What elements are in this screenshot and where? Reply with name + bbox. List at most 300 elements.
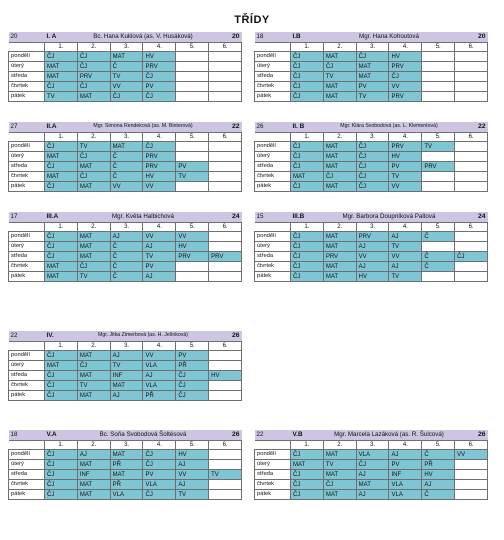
lesson-cell	[209, 262, 242, 272]
hour-number: 1.	[45, 223, 78, 232]
lesson-cell: ČJ	[45, 252, 78, 262]
lesson-cell: ČJ	[45, 242, 78, 252]
lesson-cell: Č	[422, 450, 455, 460]
day-row	[9, 391, 242, 401]
day-label: středa	[9, 252, 45, 262]
lesson-cell: HV	[176, 450, 209, 460]
lesson-cell	[209, 450, 242, 460]
class-teacher: Mgr. Barbora Doupníková Paltová	[323, 212, 454, 223]
hour-number: 5.	[176, 133, 209, 142]
class-timetable-4	[8, 331, 242, 401]
lesson-cell: VV	[455, 450, 488, 460]
lesson-cell: ČJ	[45, 232, 78, 242]
lesson-cell	[422, 62, 455, 72]
lesson-cell	[455, 470, 488, 480]
lesson-cell: TV	[389, 272, 422, 282]
lesson-cell: VV	[110, 82, 143, 92]
day-row	[255, 92, 488, 102]
day-row	[9, 272, 242, 282]
hour-number: 2.	[323, 43, 356, 52]
hours-row	[9, 441, 242, 450]
lesson-cell: VV	[143, 351, 176, 361]
day-label: pátek	[9, 182, 45, 192]
lesson-cell: MAT	[323, 232, 356, 242]
lesson-cell: PŘ	[176, 361, 209, 371]
lesson-cell: AJ	[389, 232, 422, 242]
lesson-cell: ČJ	[77, 62, 110, 72]
day-label: úterý	[255, 62, 291, 72]
day-row	[9, 460, 242, 470]
day-label: úterý	[9, 361, 45, 371]
lesson-cell	[422, 182, 455, 192]
lesson-cell	[455, 182, 488, 192]
lesson-cell	[209, 361, 242, 371]
lesson-cell: VLA	[356, 450, 389, 460]
day-row	[9, 490, 242, 500]
lesson-cell: ČJ	[291, 480, 324, 490]
lesson-cell: HV	[356, 272, 389, 282]
class-name: I.B	[291, 32, 324, 43]
lesson-cell: MAT	[110, 381, 143, 391]
lesson-cell: AJ	[389, 450, 422, 460]
lesson-cell	[455, 172, 488, 182]
hour-number: 6.	[455, 133, 488, 142]
lesson-cell	[209, 52, 242, 62]
lesson-cell: MAT	[77, 182, 110, 192]
lesson-cell	[176, 182, 209, 192]
class-name: V.A	[45, 430, 78, 441]
lesson-cell: ČJ	[45, 52, 78, 62]
lesson-cell: VV	[143, 232, 176, 242]
lesson-cell: AJ	[110, 391, 143, 401]
day-label: pondělí	[255, 450, 291, 460]
lesson-cell	[176, 272, 209, 282]
lesson-cell: MAT	[110, 52, 143, 62]
lesson-cell	[209, 82, 242, 92]
lesson-cell: PRV	[143, 152, 176, 162]
room-number: 18	[255, 32, 291, 43]
day-label: úterý	[255, 242, 291, 252]
lesson-cell: PRV	[143, 62, 176, 72]
lesson-cell: ČJ	[291, 162, 324, 172]
lesson-cell: ČJ	[45, 470, 78, 480]
lesson-cell: MAT	[356, 480, 389, 490]
pupil-count: 24	[455, 212, 488, 223]
day-row	[255, 450, 488, 460]
class-header	[9, 212, 242, 223]
lesson-cell: ČJ	[291, 450, 324, 460]
lesson-cell: ČJ	[45, 351, 78, 361]
lesson-cell	[422, 82, 455, 92]
lesson-cell: PV	[143, 262, 176, 272]
day-label: středa	[9, 470, 45, 480]
day-row	[255, 152, 488, 162]
lesson-cell: ČJ	[291, 242, 324, 252]
lesson-cell: HV	[389, 152, 422, 162]
lesson-cell: TV	[209, 470, 242, 480]
lesson-cell: ČJ	[356, 172, 389, 182]
lesson-cell	[176, 92, 209, 102]
lesson-cell	[209, 272, 242, 282]
class-header	[9, 32, 242, 43]
lesson-cell: ČJ	[291, 142, 324, 152]
class-name: III.A	[45, 212, 78, 223]
lesson-cell: Č	[110, 262, 143, 272]
class-timetable-3b	[254, 212, 488, 282]
hour-number: 1.	[291, 43, 324, 52]
lesson-cell: ČJ	[45, 82, 78, 92]
lesson-cell: ČJ	[143, 142, 176, 152]
day-label: středa	[9, 371, 45, 381]
lesson-cell: ČJ	[77, 52, 110, 62]
class-timetable-5a	[8, 430, 242, 500]
hour-number: 6.	[209, 133, 242, 142]
day-row	[9, 480, 242, 490]
hour-number: 3.	[110, 223, 143, 232]
hour-number: 4.	[143, 133, 176, 142]
hour-number: 1.	[291, 441, 324, 450]
hour-number: 4.	[143, 43, 176, 52]
room-number: 22	[9, 331, 45, 342]
pupil-count: 26	[455, 430, 488, 441]
lesson-cell	[455, 152, 488, 162]
day-label: čtvrtek	[9, 172, 45, 182]
lesson-cell: ČJ	[291, 262, 324, 272]
lesson-cell: INF	[110, 371, 143, 381]
hour-number: 4.	[389, 133, 422, 142]
lesson-cell	[209, 182, 242, 192]
lesson-cell	[422, 152, 455, 162]
lesson-cell: TV	[422, 142, 455, 152]
lesson-cell: MAT	[77, 371, 110, 381]
day-row	[9, 232, 242, 242]
day-row	[9, 172, 242, 182]
lesson-cell: VV	[176, 470, 209, 480]
lesson-cell	[176, 72, 209, 82]
lesson-cell: TV	[389, 172, 422, 182]
day-row	[255, 490, 488, 500]
lesson-cell: TV	[110, 72, 143, 82]
lesson-cell: AJ	[356, 262, 389, 272]
hour-number: 6.	[209, 223, 242, 232]
lesson-cell: ČJ	[455, 252, 488, 262]
day-label: pátek	[9, 92, 45, 102]
room-number: 22	[255, 430, 291, 441]
lesson-cell: ČJ	[291, 62, 324, 72]
lesson-cell: VV	[143, 182, 176, 192]
hour-number: 5.	[176, 43, 209, 52]
lesson-cell: VLA	[389, 480, 422, 490]
lesson-cell: AJ	[110, 351, 143, 361]
lesson-cell: AJ	[143, 371, 176, 381]
class-name: II.A	[45, 122, 78, 133]
class-teacher: Mgr. Simona Rendeková (as. M. Binterová)	[77, 122, 208, 133]
lesson-cell	[209, 142, 242, 152]
lesson-cell: ČJ	[110, 92, 143, 102]
lesson-cell: VLA	[143, 480, 176, 490]
lesson-cell: PRV	[389, 142, 422, 152]
day-row	[9, 72, 242, 82]
lesson-cell	[209, 351, 242, 361]
lesson-cell	[176, 142, 209, 152]
lesson-cell: PRV	[323, 252, 356, 262]
lesson-cell: ČJ	[143, 490, 176, 500]
lesson-cell: MAT	[77, 232, 110, 242]
timetable-table	[8, 32, 242, 102]
lesson-cell: TV	[389, 242, 422, 252]
pupil-count: 26	[209, 331, 242, 342]
lesson-cell: MAT	[323, 162, 356, 172]
lesson-cell: Č	[110, 162, 143, 172]
lesson-cell: ČJ	[45, 391, 78, 401]
class-timetable-3a	[8, 212, 242, 282]
lesson-cell: MAT	[323, 272, 356, 282]
lesson-cell: ČJ	[291, 490, 324, 500]
hour-number: 6.	[455, 223, 488, 232]
lesson-cell: INF	[389, 470, 422, 480]
lesson-cell: HV	[143, 172, 176, 182]
lesson-cell: ČJ	[291, 252, 324, 262]
day-row	[255, 82, 488, 92]
hour-number: 1.	[45, 342, 78, 351]
lesson-cell: MAT	[77, 242, 110, 252]
lesson-cell	[455, 232, 488, 242]
lesson-cell: PRV	[356, 232, 389, 242]
lesson-cell: MAT	[323, 262, 356, 272]
lesson-cell: ČJ	[45, 490, 78, 500]
lesson-cell: ČJ	[356, 182, 389, 192]
day-label: středa	[255, 252, 291, 262]
lesson-cell: AJ	[110, 232, 143, 242]
lesson-cell	[455, 490, 488, 500]
lesson-cell: ČJ	[323, 62, 356, 72]
lesson-cell: MAT	[77, 252, 110, 262]
lesson-cell: PRV	[389, 92, 422, 102]
lesson-cell: ČJ	[143, 450, 176, 460]
lesson-cell	[176, 62, 209, 72]
hour-number: 3.	[110, 441, 143, 450]
lesson-cell: ČJ	[291, 272, 324, 282]
day-label: pátek	[255, 272, 291, 282]
lesson-cell: VLA	[389, 490, 422, 500]
day-label: úterý	[9, 62, 45, 72]
lesson-cell: PRV	[389, 62, 422, 72]
day-label: středa	[9, 72, 45, 82]
lesson-cell: ČJ	[45, 460, 78, 470]
lesson-cell: Č	[422, 490, 455, 500]
hours-row	[9, 43, 242, 52]
hour-number: 6.	[455, 43, 488, 52]
pupil-count: 22	[209, 122, 242, 133]
hour-number: 3.	[110, 342, 143, 351]
hours-row	[9, 342, 242, 351]
class-teacher: Bc. Hana Kuklová (as. V. Husáková)	[77, 32, 208, 43]
day-label: pondělí	[9, 450, 45, 460]
lesson-cell: ČJ	[45, 450, 78, 460]
lesson-cell	[209, 172, 242, 182]
room-number: 26	[255, 122, 291, 133]
lesson-cell	[455, 72, 488, 82]
lesson-cell: AJ	[143, 272, 176, 282]
lesson-cell	[209, 480, 242, 490]
day-label: pátek	[9, 490, 45, 500]
lesson-cell: Č	[422, 232, 455, 242]
lesson-cell: ČJ	[356, 152, 389, 162]
hour-number: 3.	[356, 43, 389, 52]
lesson-cell: VLA	[143, 361, 176, 371]
hour-number: 5.	[176, 342, 209, 351]
hour-number: 5.	[176, 223, 209, 232]
day-label: pondělí	[9, 142, 45, 152]
class-name: V.B	[291, 430, 324, 441]
hour-number: 4.	[143, 441, 176, 450]
lesson-cell	[455, 52, 488, 62]
lesson-cell: PV	[143, 82, 176, 92]
lesson-cell: ČJ	[143, 72, 176, 82]
lesson-cell: MAT	[291, 172, 324, 182]
hour-number: 4.	[389, 441, 422, 450]
lesson-cell: ČJ	[176, 391, 209, 401]
lesson-cell: PRV	[143, 162, 176, 172]
lesson-cell: VV	[389, 182, 422, 192]
day-row	[9, 450, 242, 460]
lesson-cell: ČJ	[45, 142, 78, 152]
lesson-cell: ČJ	[143, 92, 176, 102]
lesson-cell: ČJ	[291, 470, 324, 480]
day-row	[9, 262, 242, 272]
lesson-cell: ČJ	[45, 162, 78, 172]
hour-number: 2.	[77, 133, 110, 142]
lesson-cell	[209, 92, 242, 102]
lesson-cell: MAT	[323, 450, 356, 460]
hour-number: 3.	[356, 133, 389, 142]
class-header	[255, 122, 488, 133]
day-label: pátek	[255, 182, 291, 192]
timetable-table	[8, 331, 242, 401]
lesson-cell: PŘ	[143, 391, 176, 401]
lesson-cell: TV	[45, 92, 78, 102]
hour-number: 4.	[389, 43, 422, 52]
lesson-cell: TV	[176, 490, 209, 500]
lesson-cell: ČJ	[291, 72, 324, 82]
day-label: středa	[9, 162, 45, 172]
lesson-cell: ČJ	[45, 371, 78, 381]
lesson-cell: ČJ	[291, 82, 324, 92]
lesson-cell: ČJ	[77, 152, 110, 162]
day-row	[9, 242, 242, 252]
hour-number: 3.	[356, 223, 389, 232]
lesson-cell: AJ	[176, 480, 209, 490]
day-row	[9, 351, 242, 361]
lesson-cell: ČJ	[77, 262, 110, 272]
day-row	[255, 470, 488, 480]
pupil-count: 20	[455, 32, 488, 43]
lesson-cell: MAT	[323, 152, 356, 162]
lesson-cell: MAT	[323, 82, 356, 92]
hour-number: 5.	[176, 441, 209, 450]
day-label: úterý	[9, 152, 45, 162]
lesson-cell: Č	[422, 262, 455, 272]
lesson-cell	[176, 82, 209, 92]
hour-number: 6.	[209, 342, 242, 351]
lesson-cell: MAT	[45, 272, 78, 282]
class-name: II. B	[291, 122, 324, 133]
lesson-cell: MAT	[110, 142, 143, 152]
lesson-cell: INF	[77, 470, 110, 480]
class-name: I. A	[45, 32, 78, 43]
lesson-cell: HV	[143, 52, 176, 62]
hours-row	[9, 223, 242, 232]
lesson-cell: PRV	[77, 72, 110, 82]
lesson-cell: PŘ	[110, 460, 143, 470]
lesson-cell: PV	[389, 460, 422, 470]
class-teacher: Mgr. Klára Svobodová (as. L. Klementová)	[323, 122, 454, 133]
lesson-cell	[176, 262, 209, 272]
lesson-cell: MAT	[45, 152, 78, 162]
lesson-cell	[422, 52, 455, 62]
lesson-cell: Č	[422, 252, 455, 262]
day-label: pondělí	[9, 52, 45, 62]
lesson-cell: ČJ	[77, 82, 110, 92]
lesson-cell: AJ	[389, 262, 422, 272]
lesson-cell: ČJ	[143, 460, 176, 470]
day-label: úterý	[255, 460, 291, 470]
lesson-cell	[455, 62, 488, 72]
lesson-cell: PRV	[422, 162, 455, 172]
lesson-cell: PV	[143, 470, 176, 480]
hour-number: 2.	[77, 223, 110, 232]
lesson-cell	[209, 381, 242, 391]
lesson-cell: MAT	[77, 391, 110, 401]
lesson-cell: VV	[389, 82, 422, 92]
lesson-cell: AJ	[356, 242, 389, 252]
day-row	[9, 142, 242, 152]
hour-number: 6.	[209, 441, 242, 450]
lesson-cell: PV	[176, 351, 209, 361]
lesson-cell: MAT	[45, 72, 78, 82]
room-number: 18	[9, 430, 45, 441]
lesson-cell: MAT	[323, 52, 356, 62]
lesson-cell: MAT	[323, 470, 356, 480]
lesson-cell: TV	[176, 172, 209, 182]
lesson-cell	[209, 391, 242, 401]
class-timetable-1b	[254, 32, 488, 102]
day-row	[9, 52, 242, 62]
day-label: středa	[255, 162, 291, 172]
pupil-count: 22	[455, 122, 488, 133]
lesson-cell	[422, 72, 455, 82]
lesson-cell: Č	[110, 272, 143, 282]
lesson-cell: Č	[110, 62, 143, 72]
day-row	[255, 172, 488, 182]
hour-number: 3.	[110, 133, 143, 142]
lesson-cell: ČJ	[176, 381, 209, 391]
room-number: 20	[9, 32, 45, 43]
day-label: čtvrtek	[255, 480, 291, 490]
day-row	[255, 460, 488, 470]
day-label: pondělí	[255, 52, 291, 62]
lesson-cell	[455, 242, 488, 252]
pupil-count: 26	[209, 430, 242, 441]
day-row	[9, 182, 242, 192]
day-row	[255, 252, 488, 262]
timetable-table	[254, 212, 488, 282]
day-row	[9, 371, 242, 381]
class-teacher: Mgr. Marcela Lazáková (as. R. Šulcová)	[323, 430, 454, 441]
page-title: TŘÍDY	[234, 14, 270, 26]
lesson-cell: AJ	[356, 470, 389, 480]
timetable-table	[254, 430, 488, 500]
